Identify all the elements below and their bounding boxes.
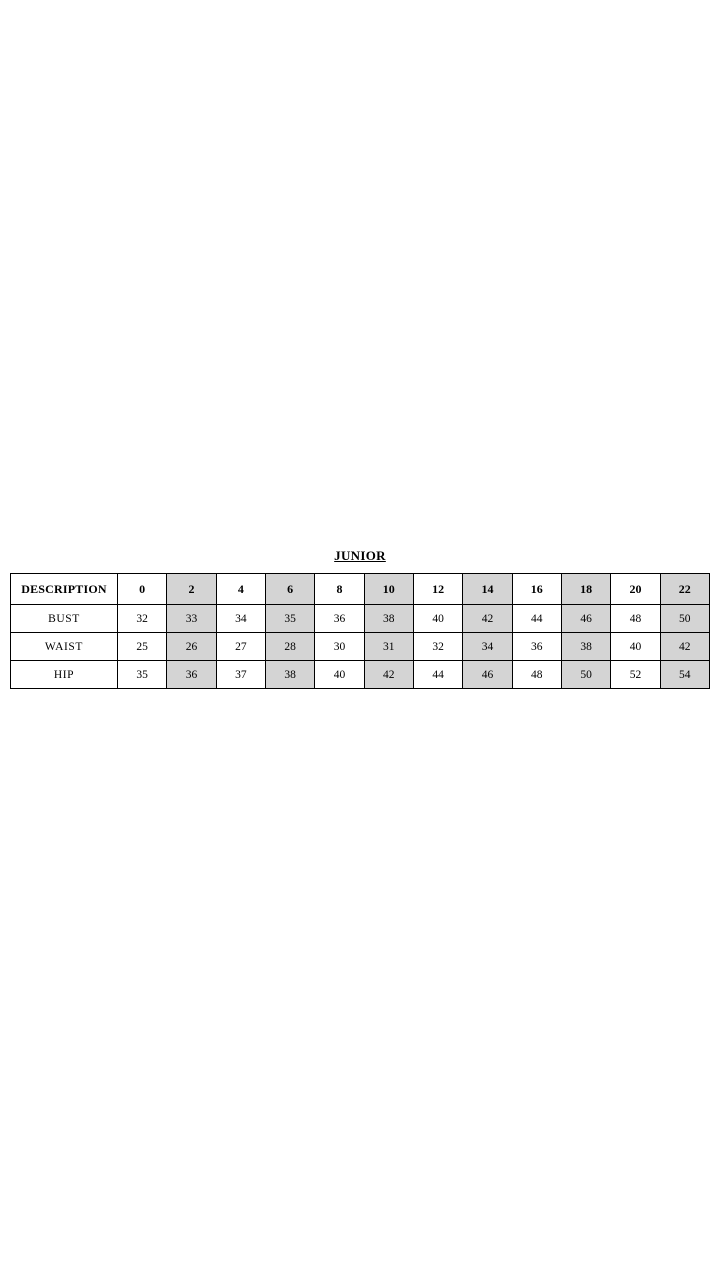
table-cell: 52: [611, 661, 660, 689]
column-header-size: 2: [167, 574, 216, 605]
table-cell: 32: [413, 633, 462, 661]
table-header-row: [11, 574, 710, 605]
column-header-size: 10: [364, 574, 413, 605]
column-header-size: 22: [660, 574, 709, 605]
table-cell: 28: [265, 633, 314, 661]
table-cell: 38: [265, 661, 314, 689]
table-row: [11, 633, 710, 661]
table-cell: 48: [512, 661, 561, 689]
table-cell: 50: [561, 661, 610, 689]
table-cell: 34: [463, 633, 512, 661]
table-cell: 44: [413, 661, 462, 689]
table-cell: 40: [315, 661, 364, 689]
table-cell: 54: [660, 661, 709, 689]
column-header-size: 18: [561, 574, 610, 605]
column-header-size: 0: [118, 574, 167, 605]
column-header-size: 14: [463, 574, 512, 605]
table-cell: 32: [118, 605, 167, 633]
table-cell: 44: [512, 605, 561, 633]
size-chart-table: [10, 573, 710, 689]
table-cell: 33: [167, 605, 216, 633]
table-cell: 38: [561, 633, 610, 661]
column-header-size: 12: [413, 574, 462, 605]
column-header-size: 16: [512, 574, 561, 605]
table-cell: 34: [216, 605, 265, 633]
column-header-size: 8: [315, 574, 364, 605]
table-cell: 50: [660, 605, 709, 633]
column-header-description: DESCRIPTION: [11, 574, 118, 605]
table-cell: 42: [463, 605, 512, 633]
column-header-size: 6: [265, 574, 314, 605]
table-cell: 30: [315, 633, 364, 661]
column-header-size: 4: [216, 574, 265, 605]
table-cell: 37: [216, 661, 265, 689]
table-cell: 42: [660, 633, 709, 661]
table-row: [11, 605, 710, 633]
table-cell: 40: [413, 605, 462, 633]
size-chart-block: [0, 548, 720, 689]
table-cell: 36: [512, 633, 561, 661]
table-cell: 25: [118, 633, 167, 661]
table-cell: 42: [364, 661, 413, 689]
table-cell: 36: [167, 661, 216, 689]
table-cell: 40: [611, 633, 660, 661]
row-label: WAIST: [11, 633, 118, 661]
table-cell: 46: [561, 605, 610, 633]
table-row: [11, 661, 710, 689]
table-cell: 35: [118, 661, 167, 689]
table-cell: 26: [167, 633, 216, 661]
row-label: HIP: [11, 661, 118, 689]
table-cell: 31: [364, 633, 413, 661]
table-cell: 46: [463, 661, 512, 689]
table-cell: 35: [265, 605, 314, 633]
table-cell: 36: [315, 605, 364, 633]
row-label: BUST: [11, 605, 118, 633]
table-cell: 27: [216, 633, 265, 661]
column-header-size: 20: [611, 574, 660, 605]
table-cell: 38: [364, 605, 413, 633]
table-cell: 48: [611, 605, 660, 633]
page-title: JUNIOR: [334, 548, 386, 563]
